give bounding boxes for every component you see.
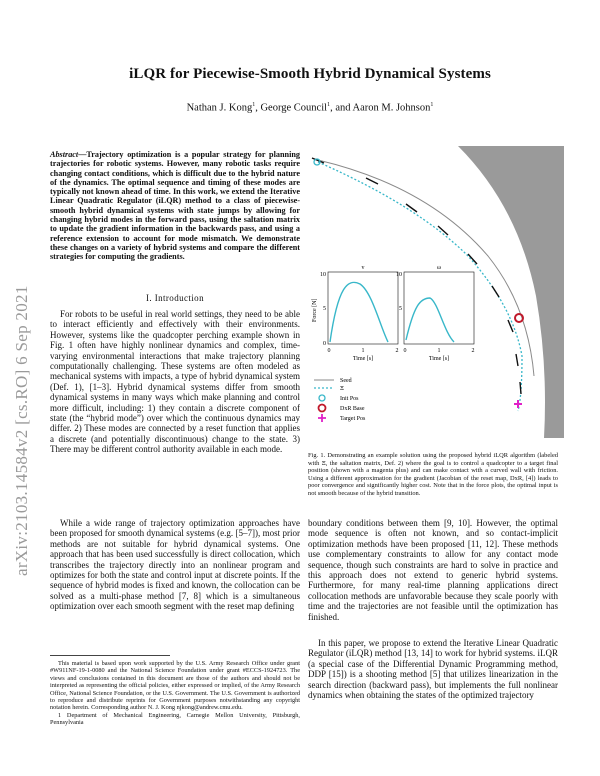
figure-legend	[314, 378, 366, 422]
arxiv-id: arXiv:2103.14584v2 [cs.RO] 6 Sep 2021	[12, 285, 31, 576]
xtick-label: 0	[403, 348, 407, 354]
funding-footnote: This material is based upon work supported by the U.S. Army Research Office under grant #W911NF-19-1-0080 and the National Science Foundation under grant #ECCS-1924723. The views and conclusions contained in this document are those of the authors and should not be interpreted as representing the official policies, either expressed or implied, of the Army Research Office, National Science Foundation, or the U.S. Government. The U.S. Government is authorized to reproduce and distribute reprints for Government purposes notwithstanding any copyright notation herein. Corresponding author N. J. Kong njkong@andrew.cmu.edu.	[50, 660, 300, 712]
inset-xlabel: Time [s]	[428, 356, 450, 362]
intro-paragraph-2	[50, 518, 300, 612]
legend-init: Init Pos	[340, 396, 359, 402]
xtick-label: 1	[437, 348, 441, 354]
ytick-label: 5	[323, 306, 326, 312]
figure-caption: Fig. 1. Demonstrating an example solution using the proposed hybrid iLQR algorithm (labeled with Ξ, the saltation matrix, Def. 2) where the goal is to control a quadcopter to a target final position (shown with a magenta plus) and can make contact with a curved wall with friction. Using a different approximation for the gradient (Jacobian of the reset map, DxR, [4]) leads to poor convergence and significantly higher cost. Note that in the force plots, the optimal input is not smooth because of the hybrid transition.	[308, 452, 558, 497]
legend-dxr: DxR Base	[340, 406, 365, 412]
abstract	[50, 150, 300, 262]
right-paragraph-1	[308, 518, 558, 622]
abstract-text: —Trajectory optimization is a popular strategy for planning trajectories for robotic systems. However, many robotic tasks require changing contact conditions, which is difficult due to the hybrid nature of the dynamics. The optimal sequence and timing of these modes are typically not known ahead of time. In this work, we extend the Iterative Linear Quadratic Regulator (iLQR) method to a class of piecewise-smooth hybrid dynamical systems with state jumps by allowing for changing hybrid modes in the forward pass, using the saltation matrix to update the gradient information in the backwards pass, and using a reference extension to account for mode mismatch. We demonstrate these changes on a variety of hybrid systems and compare the different strategies for computing the gradients.	[50, 150, 300, 262]
author-line	[60, 102, 560, 114]
ytick-label: 5	[399, 306, 402, 312]
ytick-label: 10	[396, 272, 402, 278]
paragraph-text: In this paper, we propose to extend the Iterative Linear Quadratic Regulator (iLQR) method [13, 14] to work for hybrid systems. iLQR (a special case of the Differential Dynamic Programming method, DDP [15]) is a shooting method [5] that utilizes linearization in the search direction (backward pass), but implements the full nonlinear dynamics when obtaining the states of the optimized trajectory	[308, 638, 558, 701]
paragraph-text: While a wide range of trajectory optimization approaches have been proposed for smooth dynamical systems (e.g. [5–7]), most prior methods are not suitable for hybrid dynamical systems. One approach that has been used successfully is direct collocation, which transcribes the trajectory directly into an nonlinear program and optimizes for both the state and control input at discrete points. If the sequence of hybrid modes is fixed and known, the collocation can be solved as a multi-phase method [7, 8] which is a simultaneous optimization over each smooth segment with the reset map defining	[50, 518, 300, 612]
paragraph-text: boundary conditions between them [9, 10]. However, the optimal mode sequence is often not known, and so contact-implicit optimization methods have been proposed [11, 12]. These methods use complementary constraints to allow for any contact mode sequence, though such constraints are hard to solve in practice and this approach does not extend to generic hybrid systems. Furthermore, for many real-time planning applications direct collocation methods are unfavorable because they scale poorly with time and the trajectories are not feasible until the optimization has finished.	[308, 518, 558, 622]
target-pos-marker	[514, 400, 522, 408]
legend-seed: Seed	[340, 378, 352, 384]
paper-title: iLQR for Piecewise-Smooth Hybrid Dynamical Systems	[129, 66, 491, 82]
author-name: , George Council	[255, 102, 328, 114]
paragraph-text: For robots to be useful in real world settings, they need to be able to interact efficiently and effectively with their environments. However, systems like the quadcopter perching example shown in Fig. 1 often have highly nonlinear dynamics and complex, time-varying environmental interactions that make trajectory planning computationally challenging. These systems are often modeled as mechanical systems with impacts, a type of hybrid dynamical system (Def. 1), [1–3]. Hybrid dynamical systems differ from smooth dynamical systems in many ways which make planning and control more difficult, including: 1) they contain a discrete component of state (the “hybrid mode”) over which the continuous dynamics may differ. 2) These modes are connected by a reset function that applies a discrete (and potentially discontinuous) change to the state. 3) There may be different control authority available in each mode.	[50, 309, 300, 455]
affil-mark: 1	[430, 102, 434, 108]
footnote-rule	[50, 655, 170, 656]
abstract-label: Abstract	[50, 150, 79, 159]
author-name: Nathan J. Kong	[186, 102, 253, 114]
legend-target: Target Pos	[340, 416, 366, 422]
xtick-label: 0	[327, 348, 331, 354]
figure-1	[308, 146, 564, 438]
xtick-label: 2	[471, 348, 475, 354]
footnotes	[50, 660, 300, 727]
inset-title-v: v	[361, 265, 365, 271]
force-inset	[312, 265, 475, 362]
affil-mark: 1	[327, 102, 331, 108]
ytick-label: 0	[323, 341, 326, 347]
right-paragraph-2	[308, 638, 558, 700]
intro-paragraph-1	[50, 309, 300, 455]
section-heading: I. Introduction	[146, 293, 204, 303]
xtick-label: 2	[395, 348, 399, 354]
affiliation-footnote: 1 Department of Mechanical Engineering, Carnegie Mellon University, Pittsburgh, Pennsylvania	[50, 711, 300, 727]
inset-title-w: ω	[437, 265, 441, 271]
author-name: , and Aaron M. Johnson	[330, 102, 431, 114]
affil-mark: 1	[252, 102, 256, 108]
inset-ylabel: Force [N]	[312, 298, 318, 322]
xtick-label: 1	[361, 348, 365, 354]
inset-xlabel: Time [s]	[352, 356, 374, 362]
arxiv-stamp	[6, 200, 34, 580]
ytick-label: 10	[320, 272, 326, 278]
legend-xi: Ξ	[340, 386, 344, 392]
